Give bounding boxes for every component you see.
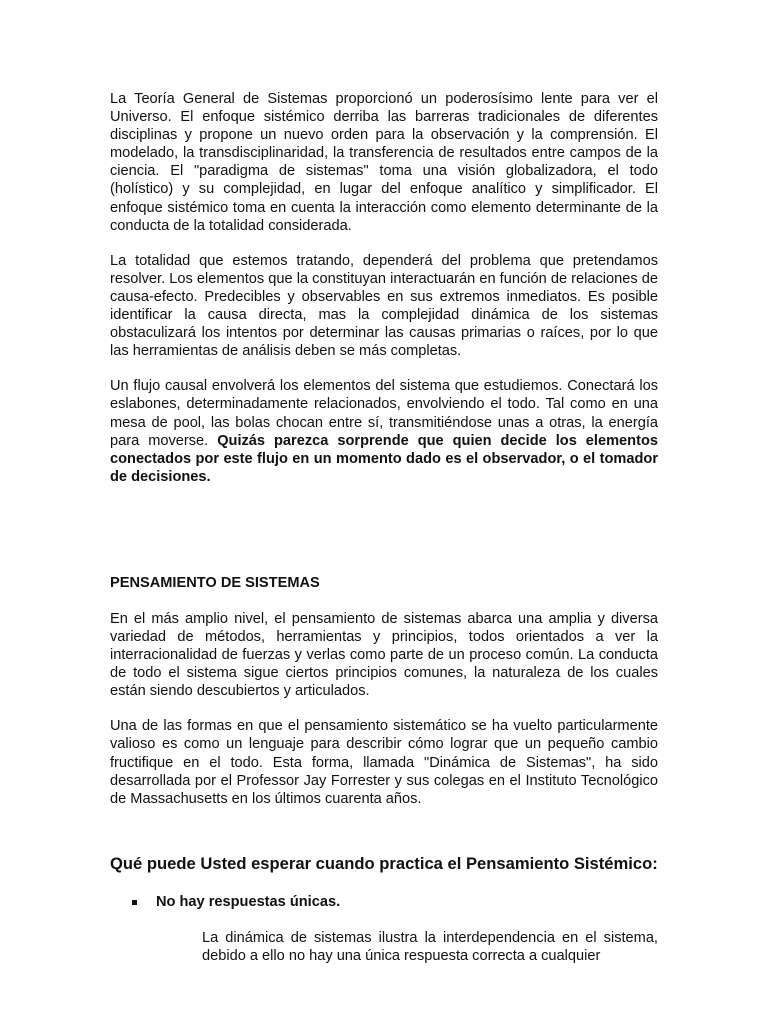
paragraph-flujo-causal-normal: Un flujo causal envolverá los elementos del sistema que estudiemos. Conectará los eslabones, determinadamente relacionados, envolviendo el todo. Tal como en una mesa de pool, las bolas chocan entre sí, transmitiéndose unas a otras, la energía para moverse. [110,378,658,449]
section-subheading-esperar: Qué puede Usted esperar cuando practica el Pensamiento Sistémico: [110,853,658,873]
square-bullet-icon [132,900,137,905]
paragraph-amplio-nivel: En el más amplio nivel, el pensamiento de sistemas abarca una amplia y diversa variedad de métodos, herramientas y principios, todos orientados a ver la interracionalidad de fuerzas y verlas como parte de un proceso común. La conducta de todo el sistema sigue ciertos principios comunes, la naturaleza de los cuales están siendo descubiertos y articulados. [110,610,658,700]
paragraph-dinamica: La dinámica de sistemas ilustra la interdependencia en el sistema, debido a ello no hay una única respuesta correcta a cualquier [202,929,658,964]
paragraph-totalidad: La totalidad que estemos tratando, dependerá del problema que pretendamos resolver. Los elementos que la constituyan interactuarán en función de relaciones de causa-efecto. Predecibles y observables en sus extremos inmediatos. Es posible identificar la causa directa, mas la complejidad dinámica de los sistemas obstaculizará los intentos por determinar las causas primarias o raíces, por lo que las herramientas de análisis deben se más completas. [110,252,658,360]
list-item [110,893,658,911]
paragraph-flujo-causal [110,377,658,486]
document-page [110,90,658,965]
section-heading-pensamiento: PENSAMIENTO DE SISTEMAS [110,574,320,591]
bullet-label: No hay respuestas únicas. [156,893,341,910]
paragraph-flujo-causal-bold: Quizás parezca sorprende que quien decide los elementos conectados por este flujo en un momento dado es el observador, o el tomador de decisiones. [110,432,658,485]
paragraph-formas: Una de las formas en que el pensamiento sistemático se ha vuelto particularmente valioso es como un lenguaje para describir cómo lograr que un pequeño cambio fructifique en el todo. Esta forma, llamada "Dinámica de Sistemas", ha sido desarrollada por el Professor Jay Forrester y sus colegas en el Instituto Tecnológico de Massachusetts en los últimos cuarenta años. [110,718,658,807]
paragraph-teoria-general: La Teoría General de Sistemas proporcionó un poderosísimo lente para ver el Universo. El enfoque sistémico derriba las barreras tradicionales de diferentes disciplinas y propone un nuevo orden para la observación y la comprensión. El modelado, la transdisciplinaridad, la transferencia de resultados entre campos de la ciencia. El "paradigma de sistemas" toma una visión globalizadora, el todo (holístico) y su complejidad, en lugar del enfoque analítico y simplificador. El enfoque sistémico toma en cuenta la interacción como elemento determinante de la conducta de la totalidad considerada. [110,91,658,234]
